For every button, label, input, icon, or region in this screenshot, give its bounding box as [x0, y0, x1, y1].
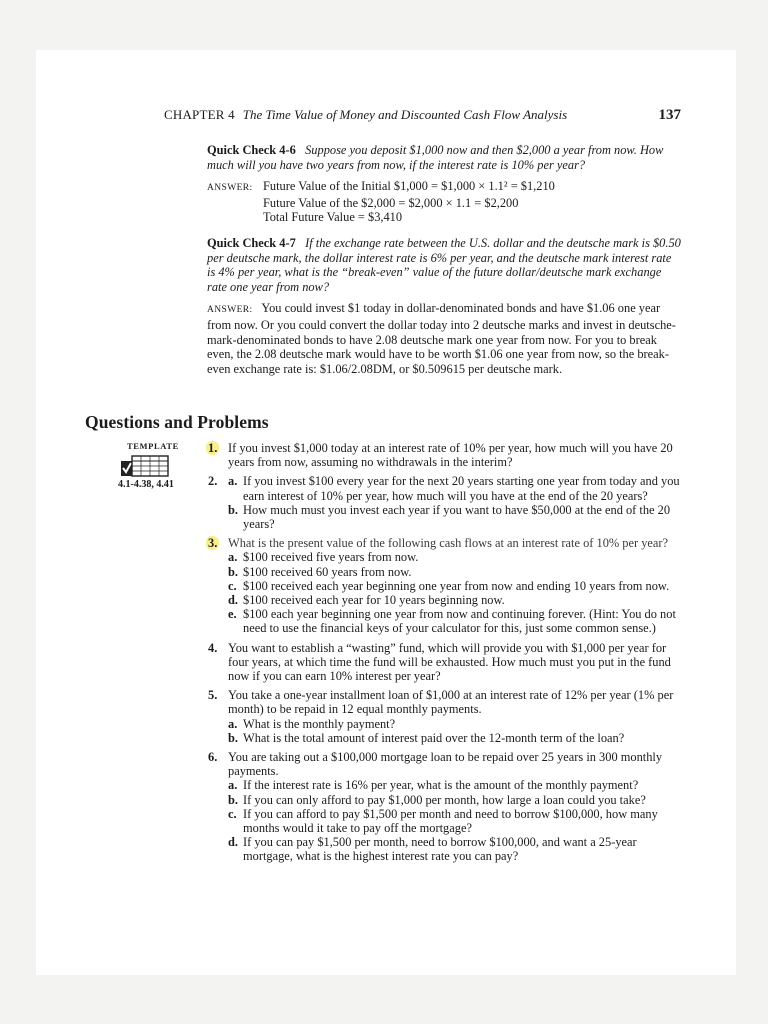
sub-question-label: c. [228, 578, 237, 593]
sub-question-text: $100 each year beginning one year from now and continuing forever. (Hint: You do not need to use the financial keys of your calculator for this, just some common sense.) [243, 607, 676, 636]
problem-item [208, 750, 681, 864]
problem-text: You take a one-year installment loan of $1,000 at an interest rate of 12% per year (1% per month) to be repaid in 12 equal monthly payments. [228, 688, 674, 717]
problem-text: What is the present value of the following cash flows at an interest rate of 10% per year? [228, 536, 669, 551]
problem-text: You want to establish a “wasting” fund, which will provide you with $1,000 per year for four years, at which time the fund will be exhausted. How much must you put in the fund now if you can earn 10% interest per year? [228, 640, 671, 684]
problem-number-text: 5. [208, 688, 218, 703]
problem-item [208, 688, 681, 745]
answer-line: Total Future Value = $3,410 [263, 210, 403, 225]
sub-question-text: If you can only afford to pay $1,000 per month, how large a loan could you take? [243, 792, 646, 807]
sub-question [228, 503, 681, 531]
sub-question-text: $100 received each year beginning one year from now and ending 10 years from now. [243, 578, 670, 593]
problem-number [208, 536, 228, 635]
problem-list [208, 441, 681, 869]
problem-body [228, 750, 681, 864]
problem-number-text: 4. [208, 640, 218, 655]
problem-number [208, 750, 228, 864]
sub-question-label: e. [228, 607, 237, 622]
sub-question-text: What is the monthly payment? [243, 716, 396, 731]
template-label: TEMPLATE [127, 441, 179, 451]
quick-check-4-7 [207, 236, 681, 376]
problem-number-text: 2. [208, 474, 218, 489]
sub-question [228, 579, 681, 593]
problem-references: 4.1-4.38, 4.41 [118, 479, 174, 490]
sub-question-text: If you can afford to pay $1,500 per month and need to borrow $100,000, how many months would it take to pay off the mortgage? [243, 806, 658, 836]
problem-number-text: 1. [208, 441, 218, 455]
problem-number [208, 474, 228, 531]
sub-question-label: d. [228, 593, 238, 608]
quick-check-label: Quick Check 4-7 [207, 236, 296, 250]
sub-question [228, 593, 681, 607]
chapter-title: The Time Value of Money and Discounted Cash Flow Analysis [242, 107, 568, 122]
sub-question [228, 835, 681, 863]
quick-check-label: Quick Check 4-6 [207, 143, 296, 157]
sub-question [228, 550, 681, 564]
problem-item [208, 536, 681, 635]
answer-label: ANSWER: [207, 305, 253, 316]
answer-line: Future Value of the $2,000 = $2,000 × 1.1 = $2,200 [263, 195, 519, 210]
quick-check-4-6 [207, 143, 681, 225]
sub-question [228, 565, 681, 579]
problem-item [208, 641, 681, 684]
problem-number-text: 6. [208, 750, 218, 765]
answer-label: ANSWER: [207, 183, 253, 194]
chapter-label: CHAPTER 4 [164, 107, 235, 122]
answer-block [207, 301, 681, 376]
sub-question-text: If you invest $100 every year for the next 20 years starting one year from today and you earn interest of 10% per year, how much will you have at the end of the 20 years? [243, 474, 680, 503]
sub-question-label: b. [228, 502, 238, 517]
problem-number [208, 688, 228, 745]
sub-question-label: d. [228, 835, 238, 850]
quick-check-question: Suppose you deposit $1,000 now and then $2,000 a year from now. How much will you have two years from now, if the interest rate is 10% per year? [207, 143, 664, 172]
problem-body [228, 688, 681, 745]
quick-check-question: If the exchange rate between the U.S. dollar and the deutsche mark is $0.50 per deutsche mark, the dollar interest rate is 6% per year, and the deutsche mark interest rate is 4% per year, what is the “break-even” value of the future dollar/deutsche mark exchange rate one year from now? [207, 236, 681, 294]
sub-question-label: b. [228, 792, 238, 807]
problem-item [208, 474, 681, 531]
sub-question-label: c. [228, 806, 237, 821]
sub-question [228, 607, 681, 635]
sub-question [228, 474, 681, 502]
sub-question-label: a. [228, 550, 238, 565]
sub-question-label: a. [228, 778, 238, 793]
sub-question-text: $100 received five years from now. [243, 550, 419, 565]
problem-body [228, 641, 681, 684]
problem-text: You are taking out a $100,000 mortgage loan to be repaid over 25 years in 300 monthly payments. [228, 750, 663, 779]
answer-text: You could invest $1 today in dollar-denominated bonds and have $1.06 one year from now. Or you could convert the dollar today into 2 deutsche marks and invest in deutsche-mark-denominated bonds to have 2.08 deutsche mark one year from now. For you to break even, the 2.08 deutsche mark would have to be worth $1.06 one year from now, so the break-even exchange rate is: $1.06/2.08DM, or $0.509615 per deutsche mark. [207, 301, 676, 376]
sub-question-text: How much must you invest each year if you want to have $50,000 at the end of the 20 years? [243, 502, 671, 532]
sub-question-text: What is the total amount of interest paid over the 12-month term of the loan? [243, 730, 625, 745]
problem-item [208, 441, 681, 469]
answer-block [207, 179, 681, 225]
running-head [164, 107, 681, 124]
problem-body [228, 441, 681, 469]
sub-question-text: $100 received 60 years from now. [243, 564, 412, 579]
answer-line: Future Value of the Initial $1,000 = $1,000 × 1.1² = $1,210 [263, 179, 555, 194]
sub-question-text: $100 received each year for 10 years beginning now. [243, 593, 505, 608]
problem-text: If you invest $1,000 today at an interest rate of 10% per year, how much will you have 20 years from now, assuming no withdrawals in the interim? [228, 441, 673, 470]
problem-body [228, 474, 681, 531]
sub-question-text: If you can pay $1,500 per month, need to borrow $100,000, and want a 25-year mortgage, what is the highest interest rate you can pay? [243, 835, 637, 864]
page-number: 137 [658, 107, 681, 123]
sub-question-label: b. [228, 730, 238, 745]
sub-question-label: b. [228, 564, 238, 579]
problem-number [208, 641, 228, 684]
problem-number-text: 3. [208, 536, 218, 551]
sub-question-label: a. [228, 474, 238, 489]
sub-question-text: If the interest rate is 16% per year, what is the amount of the monthly payment? [243, 778, 639, 793]
problem-number [208, 441, 228, 469]
sub-question [228, 807, 681, 835]
sub-question [228, 793, 681, 807]
problem-body [228, 536, 681, 635]
sub-question [228, 717, 681, 731]
sub-question-label: a. [228, 716, 238, 731]
sub-question [228, 731, 681, 745]
sub-question [228, 778, 681, 792]
section-title: Questions and Problems [85, 412, 269, 432]
